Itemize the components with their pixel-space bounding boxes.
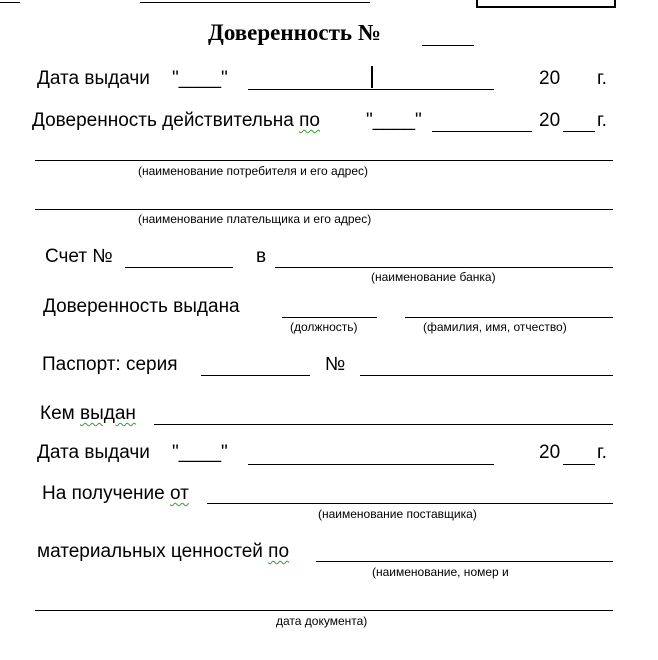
materials-label-po: по (268, 541, 290, 562)
top-cut-line-left (0, 2, 20, 3)
issue-date-year-suffix: г. (597, 68, 607, 89)
page-title (208, 20, 381, 46)
document-date-caption: дата документа) (276, 614, 368, 628)
issued-by-line[interactable] (154, 424, 613, 425)
position-line[interactable] (282, 317, 377, 318)
position-caption: (должность) (290, 320, 358, 334)
issue-date-2-year-line[interactable] (563, 464, 595, 465)
issue-date-year-prefix: 20 (539, 68, 561, 89)
document-caption: (наименование, номер и (372, 565, 509, 579)
title-number-line[interactable] (422, 45, 474, 46)
full-name-line[interactable] (405, 317, 613, 318)
payer-caption: (наименование плательщика и его адрес) (138, 212, 372, 226)
issue-date-2-month-line[interactable] (248, 464, 494, 465)
issued-by-label-main: Кем (40, 403, 75, 424)
account-number-line[interactable] (125, 267, 233, 268)
issue-date-2-day-field[interactable]: "____" (172, 442, 228, 463)
consumer-caption: (наименование потребителя и его адрес) (138, 164, 368, 178)
top-cut-line (140, 2, 370, 3)
passport-number-label: № (325, 354, 346, 375)
receipt-from-label (42, 483, 189, 505)
document-date-line[interactable] (35, 610, 613, 611)
valid-until-year-prefix: 20 (539, 110, 561, 131)
account-label: Счет № (45, 246, 113, 267)
valid-until-label-po: по (299, 110, 320, 131)
materials-label-main: материальных ценностей (37, 541, 263, 562)
supplier-line[interactable] (207, 503, 613, 504)
bank-caption: (наименование банка) (371, 270, 496, 284)
consumer-line[interactable] (35, 160, 613, 161)
payer-line[interactable] (35, 209, 613, 210)
top-right-box (476, 0, 616, 8)
issue-date-label: Дата выдачи (37, 68, 150, 89)
valid-until-month-line[interactable] (432, 131, 532, 132)
passport-number-line[interactable] (360, 375, 613, 376)
valid-until-year-line[interactable] (563, 131, 595, 132)
materials-label (37, 541, 289, 563)
issue-date-day-field[interactable]: "____" (172, 68, 228, 89)
valid-until-label-main: Доверенность действительна (32, 110, 294, 131)
valid-until-label (32, 110, 320, 132)
supplier-caption: (наименование поставщика) (318, 507, 477, 521)
issue-date-2-year-suffix: г. (597, 442, 607, 463)
valid-until-year-suffix: г. (597, 110, 607, 131)
receipt-from-label-main: На получение (42, 483, 165, 504)
text-cursor (371, 66, 373, 88)
full-name-caption: (фамилия, имя, отчество) (423, 320, 567, 334)
passport-label: Паспорт: серия (42, 354, 178, 375)
issued-to-label: Доверенность выдана (43, 296, 240, 317)
issued-by-label-issued: выдан (79, 403, 136, 424)
issue-date-month-line[interactable] (248, 89, 494, 90)
document-line[interactable] (316, 561, 613, 562)
passport-series-line[interactable] (201, 375, 310, 376)
issue-date-2-label: Дата выдачи (37, 442, 150, 463)
issue-date-2-year-prefix: 20 (539, 442, 561, 463)
account-in-label: в (256, 246, 267, 267)
valid-until-day-field[interactable]: "____" (366, 110, 422, 131)
issued-by-label (40, 403, 136, 425)
title-text: Доверенность № (208, 20, 381, 45)
receipt-from-label-ot: от (170, 483, 189, 504)
bank-line[interactable] (275, 267, 613, 268)
